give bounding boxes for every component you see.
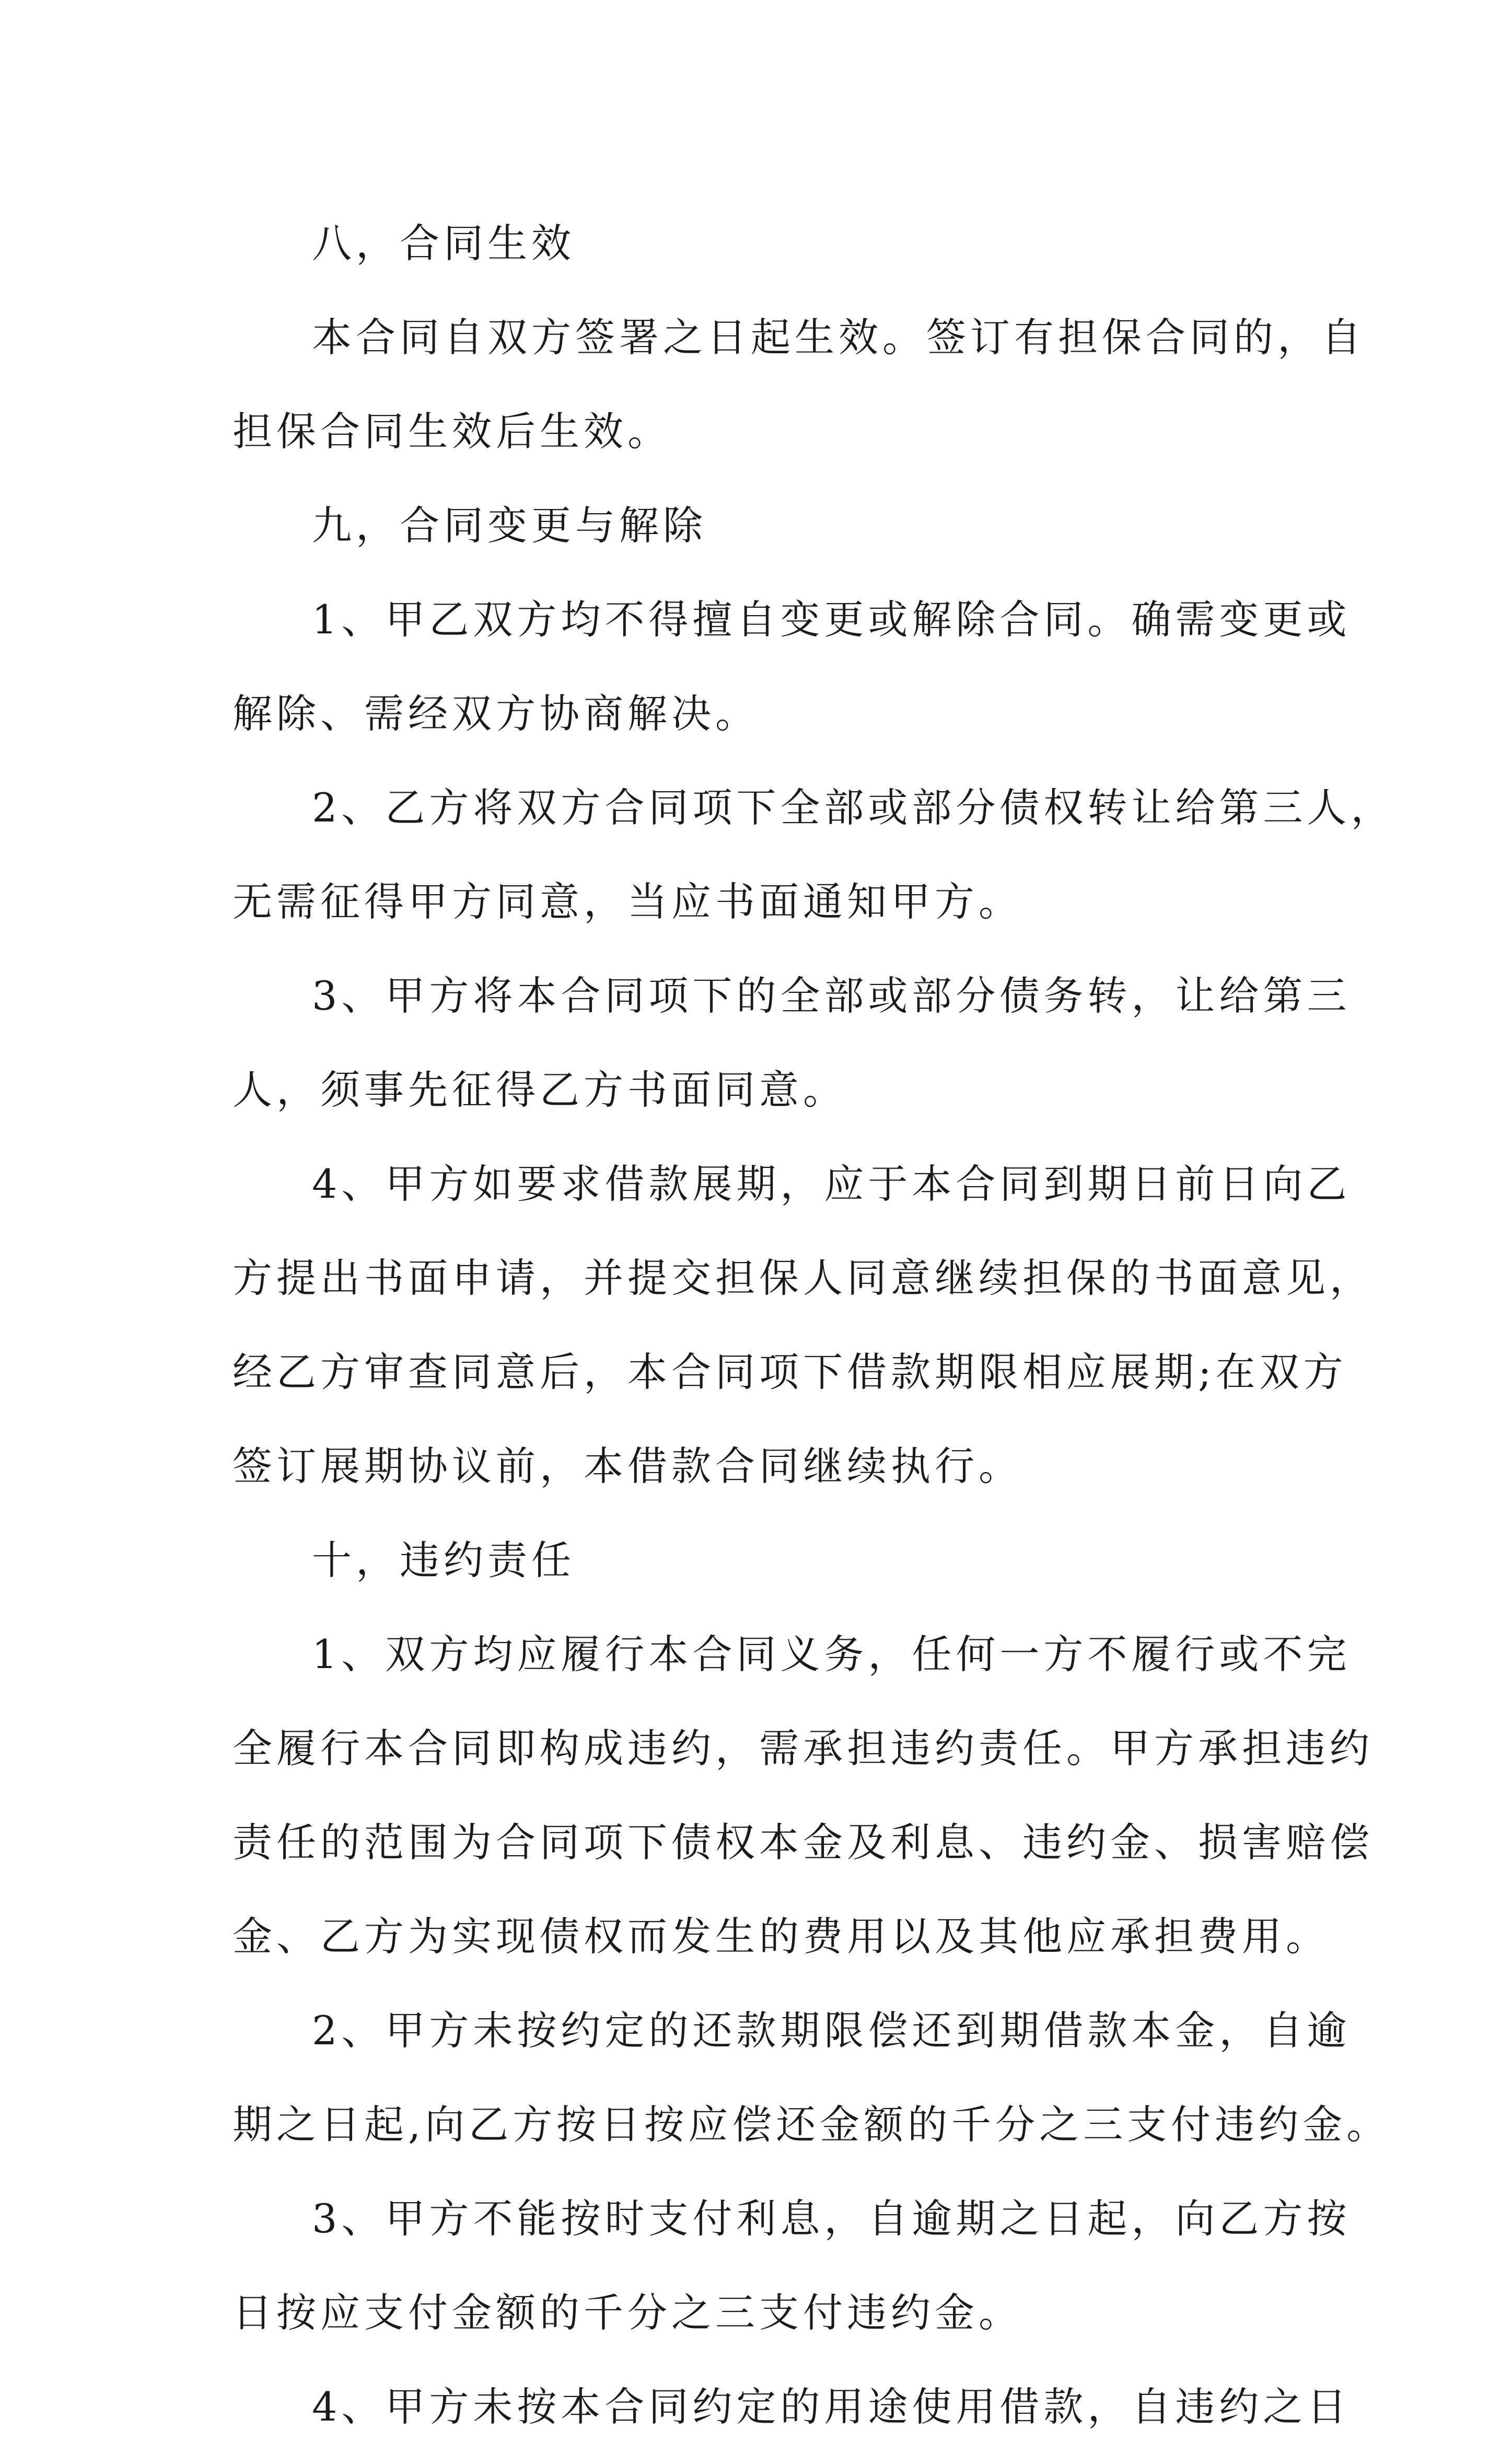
- paragraph: [232, 1984, 1391, 2172]
- paragraph: [232, 1137, 1374, 1513]
- text-line: 金、乙方为实现债权而发生的费用以及其他应承担费用。: [232, 1913, 1330, 1960]
- section-heading: [232, 479, 1298, 573]
- text-line: 期之日起,向乙方按日按应偿还金额的千分之三支付违约金。: [232, 2101, 1391, 2148]
- text-line: 责任的范围为合同项下债权本金及利息、违约金、损害赔偿: [232, 1819, 1374, 1866]
- paragraph: [232, 949, 1351, 1137]
- text-line: 十，违约责任: [312, 1537, 575, 1583]
- text-line: 1、甲乙双方均不得擅自变更或解除合同。确需变更或: [312, 596, 1351, 643]
- paragraph: [232, 291, 1365, 479]
- paragraph: [232, 2360, 1351, 2454]
- text-line: 3、甲方不能按时支付利息，自逾期之日起，向乙方按: [312, 2195, 1351, 2242]
- text-line: 九，合同变更与解除: [312, 502, 707, 549]
- text-line: 解除、需经双方协商解决。: [232, 690, 759, 737]
- section-heading: [232, 1513, 1298, 1607]
- text-line: 经乙方审查同意后，本合同项下借款期限相应展期;在双方: [232, 1349, 1347, 1395]
- text-line: 人，须事先征得乙方书面同意。: [232, 1067, 847, 1113]
- text-line: 2、乙方将双方合同项下全部或部分债权转让给第三人，: [312, 784, 1395, 831]
- text-line: 本合同自双方签署之日起生效。签订有担保合同的，自: [312, 314, 1365, 361]
- text-line: 方提出书面申请，并提交担保人同意继续担保的书面意见，: [232, 1255, 1374, 1301]
- text-line: 担保合同生效后生效。: [232, 408, 671, 455]
- section-heading: [232, 196, 1298, 291]
- text-line: 2、甲方未按约定的还款期限偿还到期借款本金，自逾: [312, 2007, 1351, 2054]
- text-line: 4、甲方未按本合同约定的用途使用借款，自违约之日: [312, 2383, 1351, 2430]
- text-line: 签订展期协议前，本借款合同继续执行。: [232, 1443, 1022, 1489]
- paragraph: [232, 2172, 1351, 2360]
- text-line: 1、双方均应履行本合同义务，任何一方不履行或不完: [312, 1631, 1351, 1677]
- paragraph: [232, 761, 1395, 949]
- document-body: [232, 196, 1395, 2454]
- text-line: 无需征得甲方同意，当应书面通知甲方。: [232, 878, 1022, 925]
- paragraph: [232, 1607, 1374, 1984]
- text-line: 日按应支付金额的千分之三支付违约金。: [232, 2289, 1022, 2336]
- text-line: 八，合同生效: [312, 220, 575, 267]
- paragraph: [232, 573, 1351, 761]
- text-line: 4、甲方如要求借款展期，应于本合同到期日前日向乙: [312, 1161, 1351, 1207]
- text-line: 3、甲方将本合同项下的全部或部分债务转，让给第三: [312, 973, 1351, 1019]
- text-line: 全履行本合同即构成违约，需承担违约责任。甲方承担违约: [232, 1725, 1374, 1772]
